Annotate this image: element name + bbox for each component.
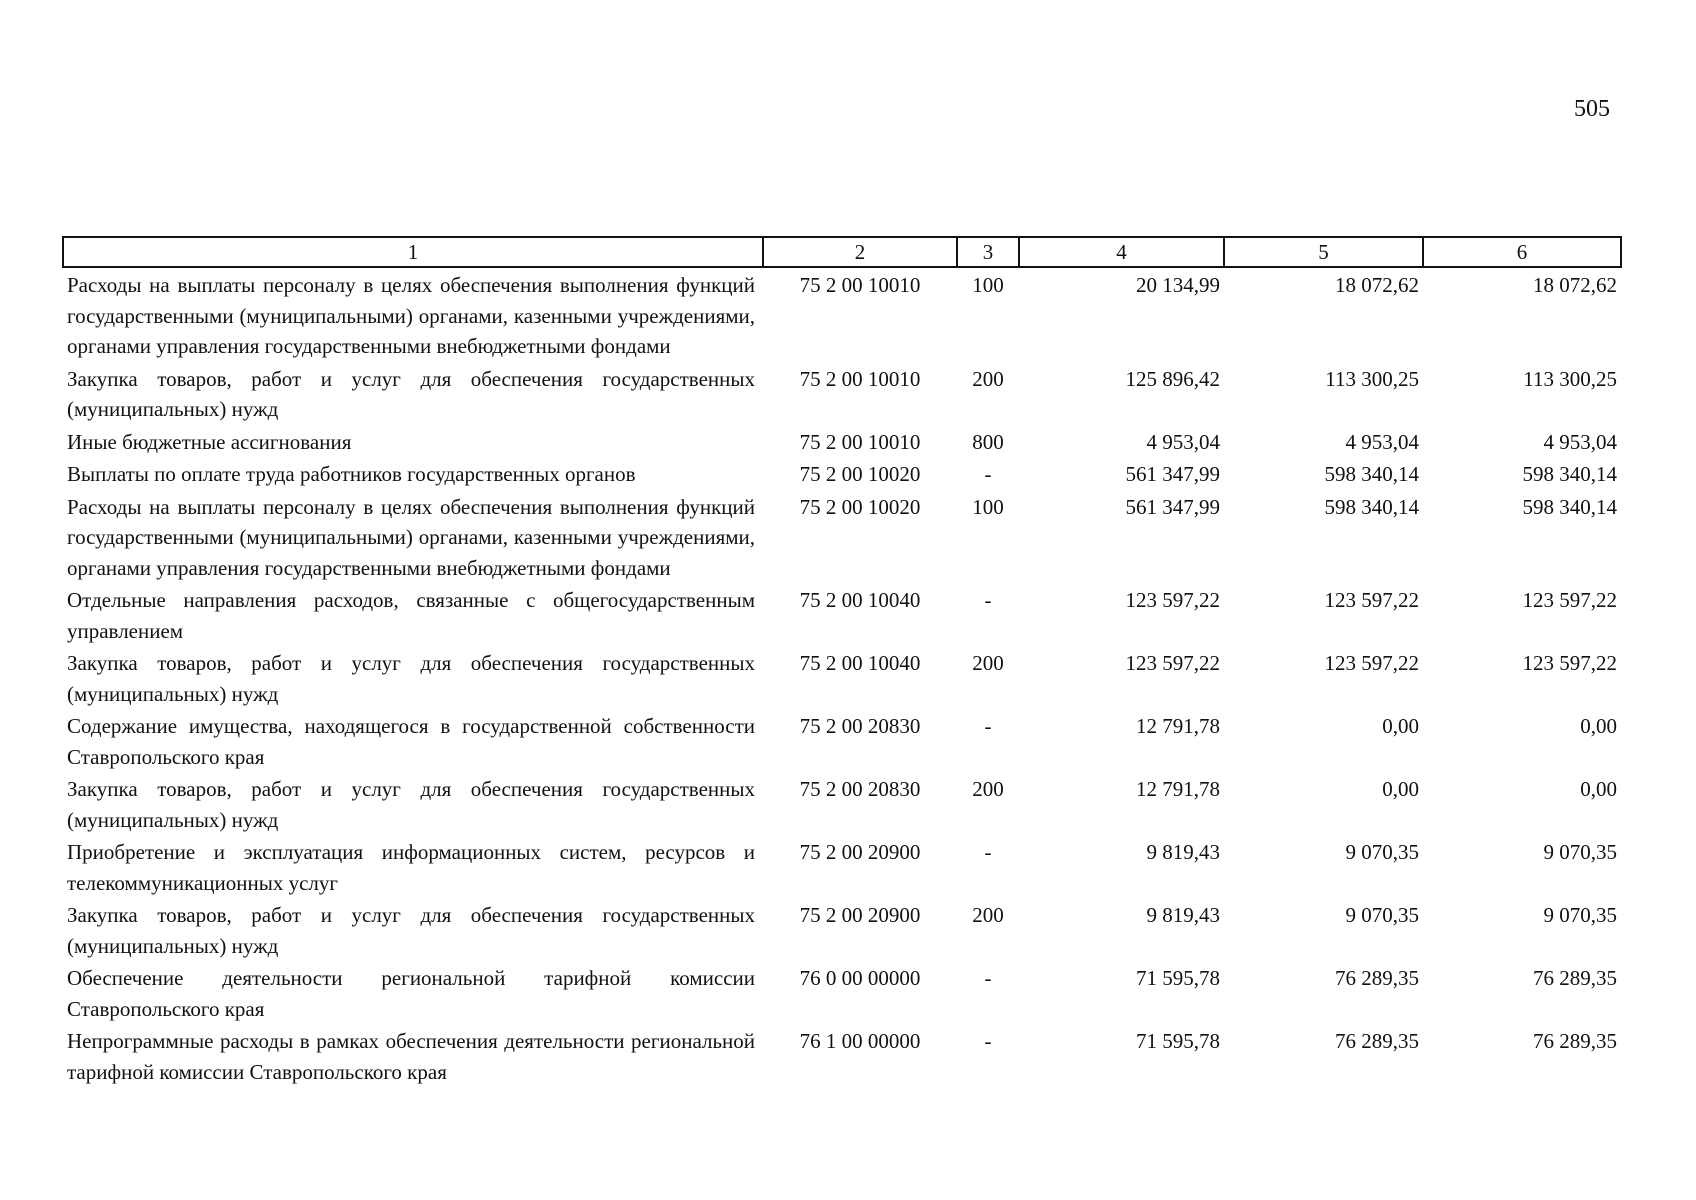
row-type: 200 [972,366,1004,391]
row-value-4: 20 134,99 [1136,273,1220,297]
row-name: Обеспечение деятельности региональной тарифной комиссии Ставропольского края [67,966,755,1021]
row-name: Закупка товаров, работ и услуг для обеспечения государственных (муниципальных) нужд [67,651,755,706]
row-value-5: 598 340,14 [1324,494,1419,519]
row-value-6: 9 070,35 [1543,840,1617,864]
row-type: - [984,462,992,486]
row-type: - [984,588,992,612]
row-code: 75 2 00 20830 [799,714,921,738]
table-row [63,362,1621,425]
row-code: 75 2 00 10010 [799,273,921,297]
row-code: 76 0 00 00000 [799,966,921,990]
row-value-5: 0,00 [1382,714,1419,738]
table-row [63,835,1621,898]
row-value-6: 113 300,25 [1523,366,1617,391]
row-type: - [984,714,992,738]
row-name: Закупка товаров, работ и услуг для обеспечения государственных (муниципальных) нужд [67,903,755,958]
row-value-5: 4 953,04 [1345,429,1419,454]
row-type: 200 [972,651,1004,675]
row-value-6: 123 597,22 [1522,651,1617,675]
row-value-6: 0,00 [1580,777,1617,801]
row-code: 76 1 00 00000 [799,1029,921,1053]
row-code: 75 2 00 20900 [799,903,921,927]
row-name: Непрограммные расходы в рамках обеспечения деятельности региональной тарифной комиссии Ставропольского края [67,1029,755,1084]
row-value-4: 9 819,43 [1146,840,1220,864]
row-value-5: 113 300,25 [1325,366,1419,391]
header-col-5: 5 [1224,237,1423,267]
table-row [63,1024,1621,1087]
row-value-5: 9 070,35 [1345,840,1419,864]
table-row [63,457,1621,490]
row-code: 75 2 00 10020 [799,462,921,486]
row-value-6: 0,00 [1580,714,1617,738]
row-name: Закупка товаров, работ и услуг для обеспечения государственных (муниципальных) нужд [67,777,755,832]
row-type: 100 [972,494,1004,519]
row-value-5: 76 289,35 [1335,1029,1419,1053]
row-value-4: 123 597,22 [1125,651,1220,675]
table-row [63,898,1621,961]
row-code: 75 2 00 20830 [799,777,921,801]
row-value-4: 9 819,43 [1146,903,1220,927]
row-name: Расходы на выплаты персоналу в целях обеспечения выполнения функций государственными (муниципальными) органами, казенными учреждениями, органами управления государственными внебюджетными фондами [67,494,755,580]
row-type: 800 [972,429,1004,454]
header-col-6: 6 [1423,237,1621,267]
row-value-6: 598 340,14 [1522,494,1617,519]
row-code: 75 2 00 10020 [799,494,921,519]
header-col-1: 1 [63,237,763,267]
row-name: Закупка товаров, работ и услуг для обеспечения государственных (муниципальных) нужд [67,366,755,421]
row-value-4: 561 347,99 [1125,494,1220,519]
table-row [63,772,1621,835]
row-type: - [984,840,992,864]
row-value-5: 9 070,35 [1345,903,1419,927]
row-name: Выплаты по оплате труда работников государственных органов [67,462,636,486]
header-row [63,237,1621,267]
row-type: 100 [972,273,1004,297]
row-value-4: 4 953,04 [1146,429,1220,454]
row-name: Приобретение и эксплуатация информационных систем, ресурсов и телекоммуникационных услуг [67,840,755,895]
row-value-6: 18 072,62 [1533,273,1617,297]
row-value-5: 18 072,62 [1335,273,1419,297]
row-type: - [984,966,992,990]
row-name: Отдельные направления расходов, связанные с общегосударственным управлением [67,588,755,643]
row-name: Расходы на выплаты персоналу в целях обеспечения выполнения функций государственными (муниципальными) органами, казенными учреждениями, органами управления государственными внебюджетными фондами [67,273,755,358]
header-col-2: 2 [763,237,957,267]
table-row [63,267,1621,362]
row-value-4: 12 791,78 [1136,777,1220,801]
row-name: Иные бюджетные ассигнования [67,429,352,454]
row-value-4: 123 597,22 [1125,588,1220,612]
row-code: 75 2 00 20900 [799,840,921,864]
table-header [63,237,1621,267]
row-type: - [984,1029,992,1053]
row-value-5: 123 597,22 [1324,588,1419,612]
row-value-6: 4 953,04 [1543,429,1617,454]
row-code: 75 2 00 10040 [799,651,921,675]
row-value-6: 598 340,14 [1522,462,1617,486]
row-value-5: 76 289,35 [1335,966,1419,990]
table-row [63,583,1621,646]
table-row [63,646,1621,709]
page-number: 505 [1574,96,1610,122]
row-type: 200 [972,777,1004,801]
row-value-6: 76 289,35 [1533,966,1617,990]
table-body [63,267,1621,1087]
table-row [63,709,1621,772]
table-row [63,490,1621,584]
header-col-3: 3 [957,237,1019,267]
table-row [63,425,1621,458]
row-code: 75 2 00 10010 [799,366,921,391]
row-value-6: 123 597,22 [1522,588,1617,612]
row-value-6: 76 289,35 [1533,1029,1617,1053]
row-value-4: 125 896,42 [1125,366,1220,391]
row-value-5: 598 340,14 [1324,462,1419,486]
row-value-5: 0,00 [1382,777,1419,801]
row-type: 200 [972,903,1004,927]
row-code: 75 2 00 10040 [799,588,921,612]
row-value-5: 123 597,22 [1324,651,1419,675]
budget-table [62,236,1622,1087]
header-col-4: 4 [1019,237,1224,267]
row-value-4: 12 791,78 [1136,714,1220,738]
row-name: Содержание имущества, находящегося в государственной собственности Ставропольского края [67,714,755,769]
row-value-4: 71 595,78 [1136,966,1220,990]
table-row [63,961,1621,1024]
row-value-6: 9 070,35 [1543,903,1617,927]
row-code: 75 2 00 10010 [799,429,921,454]
row-value-4: 71 595,78 [1136,1029,1220,1053]
row-value-4: 561 347,99 [1125,462,1220,486]
